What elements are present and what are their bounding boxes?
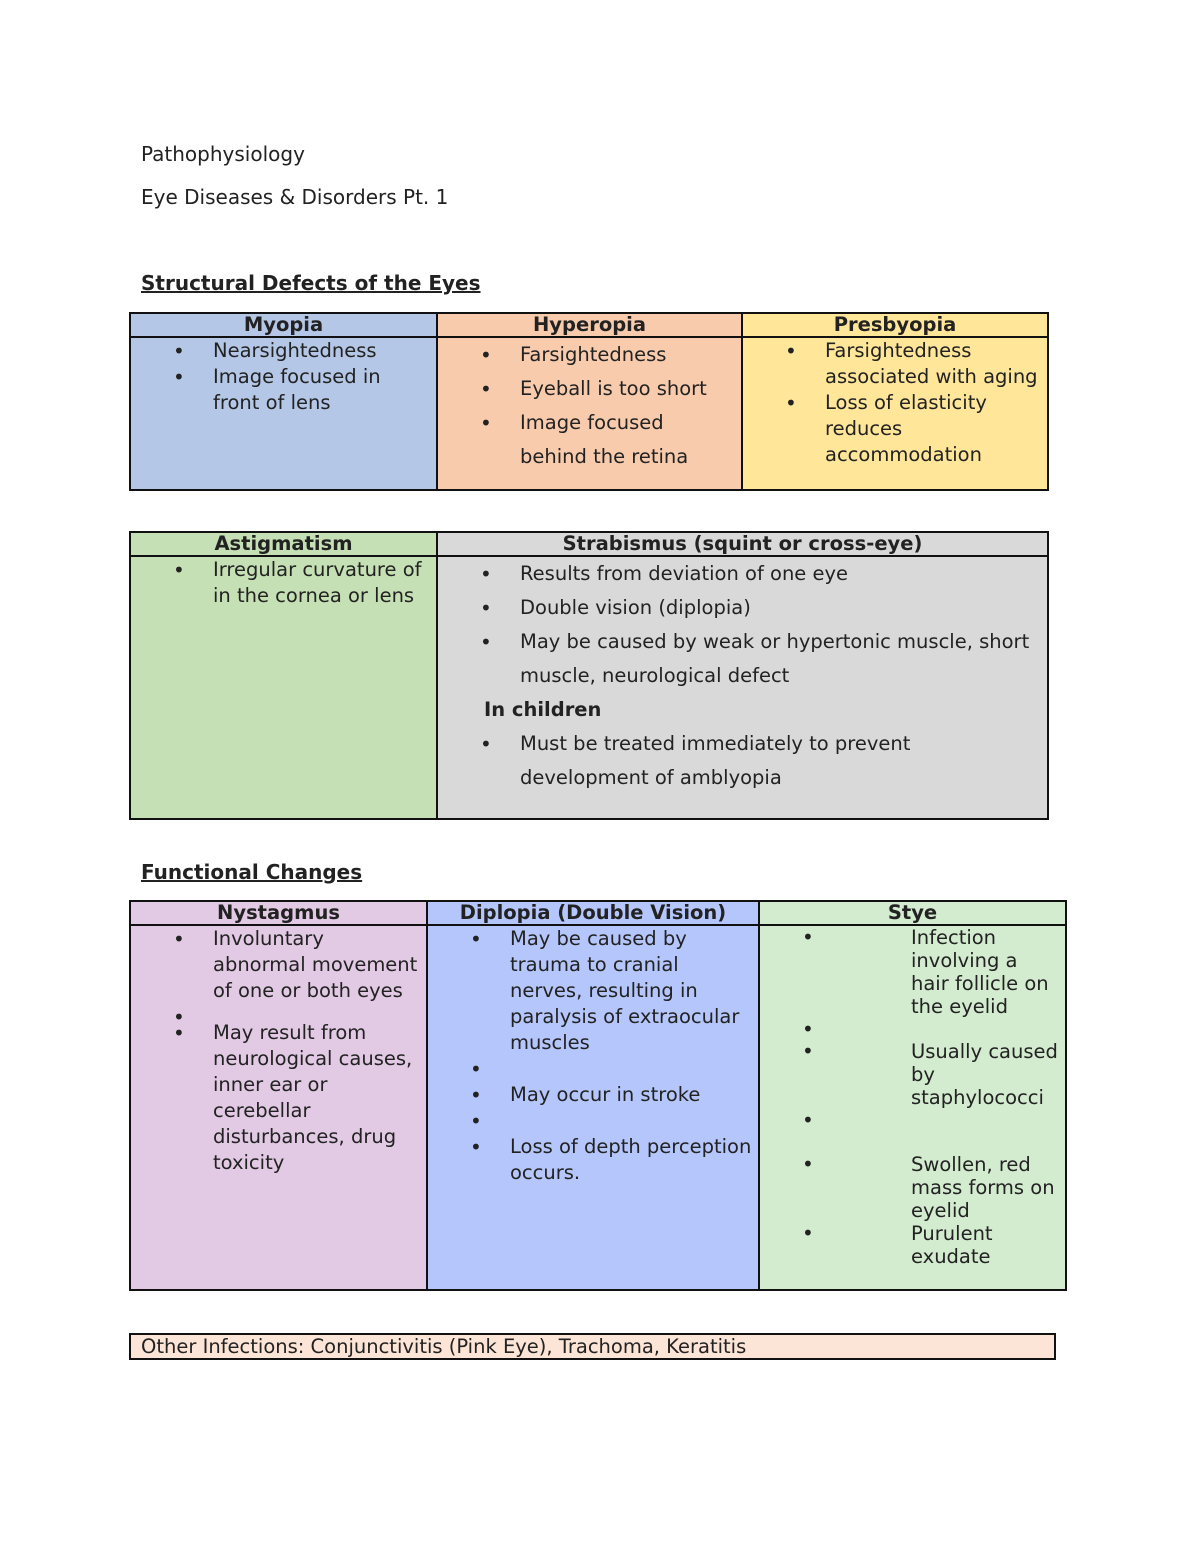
strabismus-header: Strabismus (squint or cross-eye) [437,532,1048,556]
astigmatism-list [131,557,436,609]
list-item: • Image focused behind the retina [438,406,741,474]
list-item: • Involuntary abnormal movement of one or both eyes [131,926,426,1004]
hyperopia-list [438,338,741,474]
nystagmus-header: Nystagmus [130,901,427,925]
list-item: • Results from deviation of one eye [438,557,1047,591]
myopia-cell [130,337,437,490]
hyperopia-cell [437,337,742,490]
astigmatism-cell [130,556,437,819]
nystagmus-cell [130,925,427,1290]
strabismus-list [438,557,1047,693]
list-item: • Swollen, red mass forms on eyelid [760,1153,1065,1222]
myopia-header: Myopia [130,313,437,337]
structural-defects-table-2 [129,531,1049,820]
list-item: • May occur in stroke [428,1082,758,1108]
stye-cell [759,925,1066,1290]
list-item: • Nearsightedness [131,338,436,364]
list-item: • Must be treated immediately to prevent development of amblyopia [438,727,1047,795]
list-item: • Farsightedness [438,338,741,372]
in-children-subheading: In children [484,698,602,721]
hyperopia-header: Hyperopia [437,313,742,337]
topic-title: Eye Diseases & Disorders Pt. 1 [141,185,449,209]
list-spacer [760,1018,1065,1040]
list-spacer [428,1056,758,1082]
section-heading-structural: Structural Defects of the Eyes [141,271,481,295]
list-item: • Loss of depth perception occurs. [428,1134,758,1186]
stye-list [760,926,1065,1268]
list-item: • May be caused by trauma to cranial nerves, resulting in paralysis of extraocular muscles [428,926,758,1056]
list-item: • Purulent exudate [760,1222,1065,1268]
list-item: • Eyeball is too short [438,372,741,406]
astigmatism-header: Astigmatism [130,532,437,556]
list-spacer [131,1004,426,1020]
functional-changes-table [129,900,1067,1291]
list-item: • Farsightedness associated with aging [743,338,1047,390]
presbyopia-list [743,338,1047,468]
section-heading-functional: Functional Changes [141,860,363,884]
list-item: • Infection involving a hair follicle on the eyelid [760,926,1065,1018]
stye-header: Stye [759,901,1066,925]
list-item: • Double vision (diplopia) [438,591,1047,625]
other-infections-bar: Other Infections: Conjunctivitis (Pink Eye), Trachoma, Keratitis [129,1333,1056,1360]
diplopia-cell [427,925,759,1290]
list-item: • May result from neurological causes, inner ear or cerebellar disturbances, drug toxicity [131,1020,426,1176]
structural-defects-table-1 [129,312,1049,491]
diplopia-header: Diplopia (Double Vision) [427,901,759,925]
presbyopia-header: Presbyopia [742,313,1048,337]
diplopia-list [428,926,758,1186]
list-spacer [760,1109,1065,1153]
strabismus-children-list [438,727,1047,795]
course-title: Pathophysiology [141,142,305,166]
presbyopia-cell [742,337,1048,490]
myopia-list [131,338,436,416]
strabismus-cell [437,556,1048,819]
list-item: • Loss of elasticity reduces accommodation [743,390,1047,468]
list-item: • May be caused by weak or hypertonic muscle, short muscle, neurological defect [438,625,1047,693]
nystagmus-list [131,926,426,1176]
list-spacer [428,1108,758,1134]
list-item: • Usually caused by staphylococci [760,1040,1065,1109]
list-item: • Image focused in front of lens [131,364,436,416]
list-item: • Irregular curvature of in the cornea or lens [131,557,436,609]
